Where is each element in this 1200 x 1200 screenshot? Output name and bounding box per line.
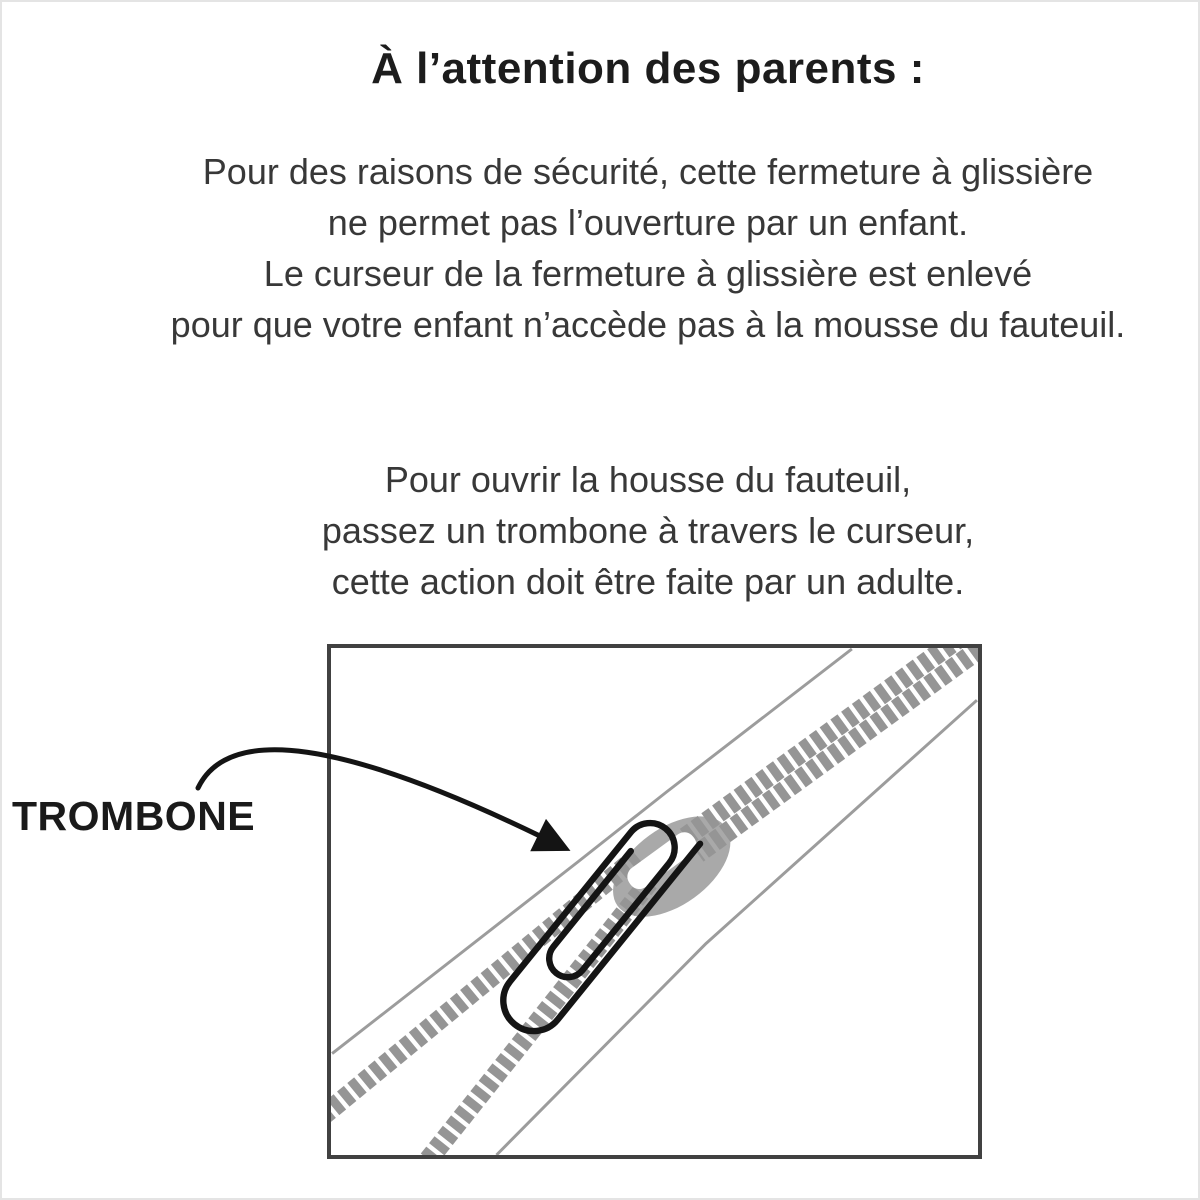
paragraph-line: Le curseur de la fermeture à glissière est enlevé <box>263 253 1033 294</box>
paragraph-line: passez un trombone à travers le curseur, <box>321 510 975 551</box>
page-title: À l’attention des parents : <box>371 44 925 93</box>
paragraph-line: Pour des raisons de sécurité, cette fermeture à glissière <box>202 151 1094 192</box>
safety-paragraph <box>102 146 1194 350</box>
zipper-illustration-frame <box>327 644 982 1159</box>
paragraph-line: cette action doit être faite par un adulte. <box>331 561 965 602</box>
zipper-diagram <box>331 648 978 1155</box>
zipper-teeth-closed <box>686 648 978 854</box>
paragraph-line: pour que votre enfant n’accède pas à la mousse du fauteuil. <box>170 304 1126 345</box>
notice-text-column <box>102 2 1194 607</box>
paragraph-line: Pour ouvrir la housse du fauteuil, <box>384 459 912 500</box>
trombone-label: TROMBONE <box>12 793 256 839</box>
instruction-paragraph <box>102 454 1194 607</box>
paragraph-line: ne permet pas l’ouverture par un enfant. <box>327 202 969 243</box>
